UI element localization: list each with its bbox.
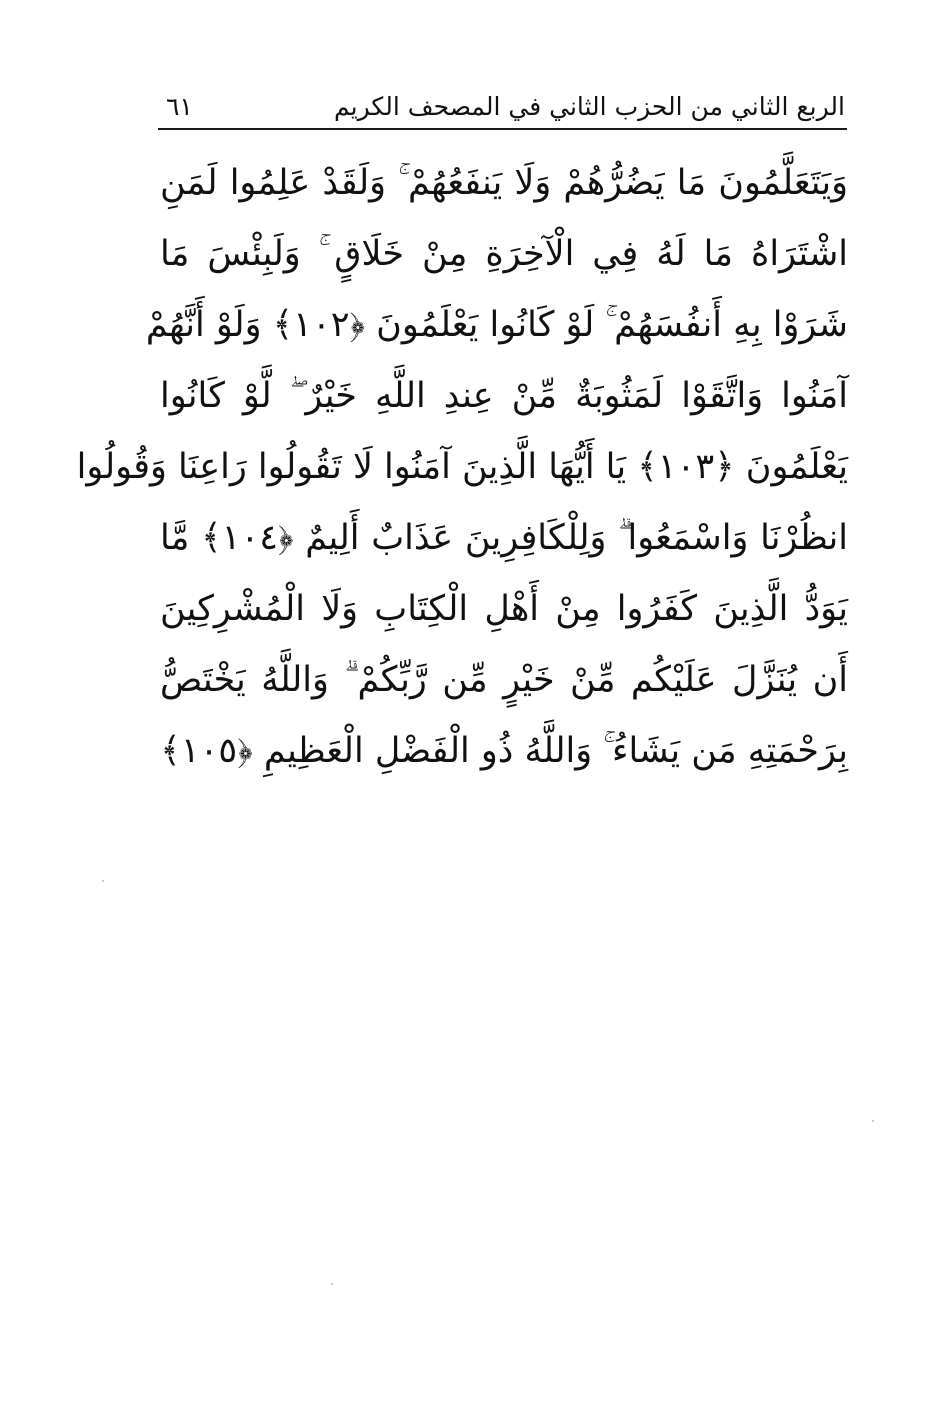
- text-line: انظُرْنَا وَاسْمَعُوا ۗ وَلِلْكَافِرِينَ عَذَابٌ أَلِيمٌ ﴿١٠٤﴾ مَّا: [160, 518, 848, 558]
- text-line: شَرَوْا بِهِ أَنفُسَهُمْ ۚ لَوْ كَانُوا يَعْلَمُونَ ﴿١٠٢﴾ وَلَوْ أَنَّهُمْ: [145, 305, 848, 345]
- text-line: آمَنُوا وَاتَّقَوْا لَمَثُوبَةٌ مِّنْ عِندِ اللَّهِ خَيْرٌ ۖ لَّوْ كَانُوا: [160, 376, 848, 416]
- scan-speck: [331, 1283, 333, 1285]
- scan-speck: [872, 1120, 874, 1122]
- text-line: أَن يُنَزَّلَ عَلَيْكُم مِّنْ خَيْرٍ مِّن رَّبِّكُمْ ۗ وَاللَّهُ يَخْتَصُّ: [160, 660, 848, 700]
- text-line: يَوَدُّ الَّذِينَ كَفَرُوا مِنْ أَهْلِ الْكِتَابِ وَلَا الْمُشْرِكِينَ: [160, 589, 848, 629]
- scan-speck: [102, 880, 104, 882]
- text-line: يَعْلَمُونَ ﴿١٠٣﴾ يَا أَيُّهَا الَّذِينَ آمَنُوا لَا تَقُولُوا رَاعِنَا وَقُولُوا: [76, 447, 848, 487]
- page-number: ٦١: [166, 92, 193, 121]
- header-divider: [158, 128, 847, 130]
- quran-text: [76, 148, 848, 787]
- page-header: [162, 88, 845, 128]
- header-title: الربع الثاني من الحزب الثاني في المصحف الكريم: [334, 92, 845, 121]
- text-line: وَيَتَعَلَّمُونَ مَا يَضُرُّهُمْ وَلَا يَنفَعُهُمْ ۚ وَلَقَدْ عَلِمُوا لَمَنِ: [160, 163, 848, 203]
- text-line: اشْتَرَاهُ مَا لَهُ فِي الْآخِرَةِ مِنْ خَلَاقٍ ۚ وَلَبِئْسَ مَا: [160, 234, 848, 274]
- text-line: بِرَحْمَتِهِ مَن يَشَاءُ ۚ وَاللَّهُ ذُو الْفَضْلِ الْعَظِيمِ ﴿١٠٥﴾: [160, 731, 848, 771]
